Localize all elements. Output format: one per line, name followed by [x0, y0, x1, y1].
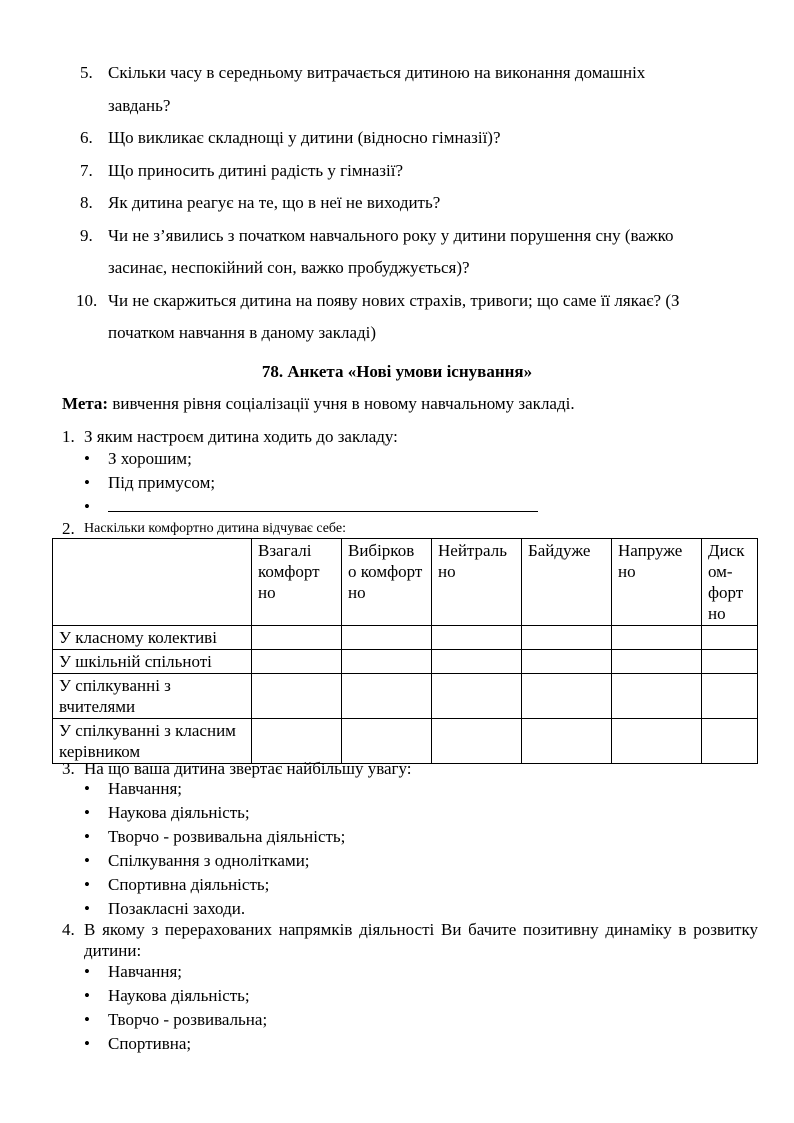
aim-paragraph — [62, 392, 575, 416]
question-text: Наскільки комфортно дитина відчуває себе: — [84, 521, 346, 536]
list-number: 9. — [80, 225, 93, 245]
row-label: У шкільній спільноті — [53, 650, 252, 674]
option-item: • Творчо - розвивальна; — [84, 1008, 267, 1032]
question-4 — [62, 919, 758, 961]
list-text: Що викликає складнощі у дитини (відносно гімназії)? — [108, 128, 501, 147]
question-number: 1. — [62, 427, 75, 446]
answer-cell[interactable] — [252, 719, 342, 764]
list-text: засинає, неспокійний сон, важко пробуджується)? — [108, 258, 470, 277]
option-blank — [84, 495, 538, 519]
comfort-table — [52, 538, 758, 764]
answer-cell[interactable] — [702, 626, 758, 650]
list-item — [76, 285, 770, 350]
option-item: • Під примусом; — [84, 471, 538, 495]
question-number: 4. — [62, 920, 75, 939]
table-row — [53, 719, 758, 764]
answer-cell[interactable] — [702, 674, 758, 719]
answer-cell[interactable] — [342, 674, 432, 719]
answer-cell[interactable] — [432, 674, 522, 719]
row-label: У спілкуванні з класним керівником — [53, 719, 252, 764]
option-item: • Спортивна діяльність; — [84, 873, 345, 897]
list-number: 5. — [80, 63, 93, 82]
blank-answer-line — [108, 497, 538, 512]
list-item — [80, 155, 770, 188]
list-item — [80, 122, 770, 155]
answer-cell[interactable] — [342, 626, 432, 650]
list-number: 7. — [80, 160, 93, 180]
table-row — [53, 626, 758, 650]
table-row — [53, 674, 758, 719]
option-item: • Творчо - розвивальна діяльність; — [84, 825, 345, 849]
list-text: Що приносить дитині радість у гімназії? — [108, 160, 403, 180]
aim-text: вивчення рівня соціалізації учня в новому навчальному закладі. — [108, 394, 575, 413]
header-cell: Нейтраль но — [432, 539, 522, 626]
answer-cell[interactable] — [612, 674, 702, 719]
list-text: Чи не скаржиться дитина на появу нових страхів, тривоги; що саме її лякає? (З — [108, 290, 680, 310]
header-cell — [53, 539, 252, 626]
header-cell: Напруже но — [612, 539, 702, 626]
table-row — [53, 650, 758, 674]
header-cell: Байдуже — [522, 539, 612, 626]
section-title: 78. Анкета «Нові умови існування» — [261, 362, 533, 381]
option-item: • Навчання; — [84, 777, 345, 801]
answer-cell[interactable] — [612, 719, 702, 764]
option-item: • Наукова діяльність; — [84, 984, 267, 1008]
answer-cell[interactable] — [342, 650, 432, 674]
answer-cell[interactable] — [702, 719, 758, 764]
list-item — [80, 57, 770, 122]
list-text: завдань? — [108, 95, 171, 115]
question-text: В якому з перерахованих напрямків діяльності Ви бачите позитивну динаміку в розвитку дитини: — [84, 920, 758, 960]
header-cell: Вибірков о комфорт но — [342, 539, 432, 626]
question-number: 2. — [62, 519, 75, 538]
answer-cell[interactable] — [342, 719, 432, 764]
header-cell: Диск ом-форт но — [702, 539, 758, 626]
q3-options — [84, 777, 345, 921]
table-header-row — [53, 539, 758, 626]
answer-cell[interactable] — [612, 650, 702, 674]
list-number: 10. — [76, 290, 98, 310]
list-text: Скільки часу в середньому витрачається дитиною на виконання домашніх — [108, 63, 646, 82]
option-item: • Навчання; — [84, 960, 267, 984]
answer-cell[interactable] — [432, 626, 522, 650]
question-number: 3. — [62, 759, 75, 778]
row-label: У класному колективі — [53, 626, 252, 650]
list-item — [80, 220, 770, 285]
answer-cell[interactable] — [522, 650, 612, 674]
answer-cell[interactable] — [522, 626, 612, 650]
answer-cell[interactable] — [252, 650, 342, 674]
header-cell: Взагалі комфорт но — [252, 539, 342, 626]
answer-cell[interactable] — [702, 650, 758, 674]
row-label: У спілкуванні з вчителями — [53, 674, 252, 719]
option-item: • Спілкування з однолітками; — [84, 849, 345, 873]
question-text: На що ваша дитина звертає найбільшу увагу: — [84, 759, 412, 778]
answer-cell[interactable] — [252, 674, 342, 719]
question-1 — [62, 426, 758, 447]
list-number: 6. — [80, 128, 93, 147]
question-3 — [62, 758, 758, 779]
list-text: Як дитина реагує на те, що в неї не виходить? — [108, 193, 441, 212]
answer-cell[interactable] — [522, 719, 612, 764]
list-text: Чи не з’явились з початком навчального року у дитини порушення сну (важко — [108, 225, 674, 245]
option-item: • З хорошим; — [84, 447, 538, 471]
option-item: • Позакласні заходи. — [84, 897, 345, 921]
question-text: З яким настроєм дитина ходить до закладу: — [84, 427, 398, 446]
aim-label: Мета: — [62, 394, 109, 413]
question-2 — [62, 518, 758, 539]
answer-cell[interactable] — [612, 626, 702, 650]
answer-cell[interactable] — [522, 674, 612, 719]
answer-cell[interactable] — [432, 719, 522, 764]
list-number: 8. — [80, 193, 93, 212]
q1-options — [84, 447, 538, 519]
numbered-list-top — [76, 57, 770, 350]
option-item: • Наукова діяльність; — [84, 801, 345, 825]
q4-options — [84, 960, 267, 1056]
list-item — [80, 187, 770, 220]
answer-cell[interactable] — [252, 626, 342, 650]
option-item: • Спортивна; — [84, 1032, 267, 1056]
answer-cell[interactable] — [432, 650, 522, 674]
list-text: початком навчання в даному закладі) — [108, 323, 377, 342]
